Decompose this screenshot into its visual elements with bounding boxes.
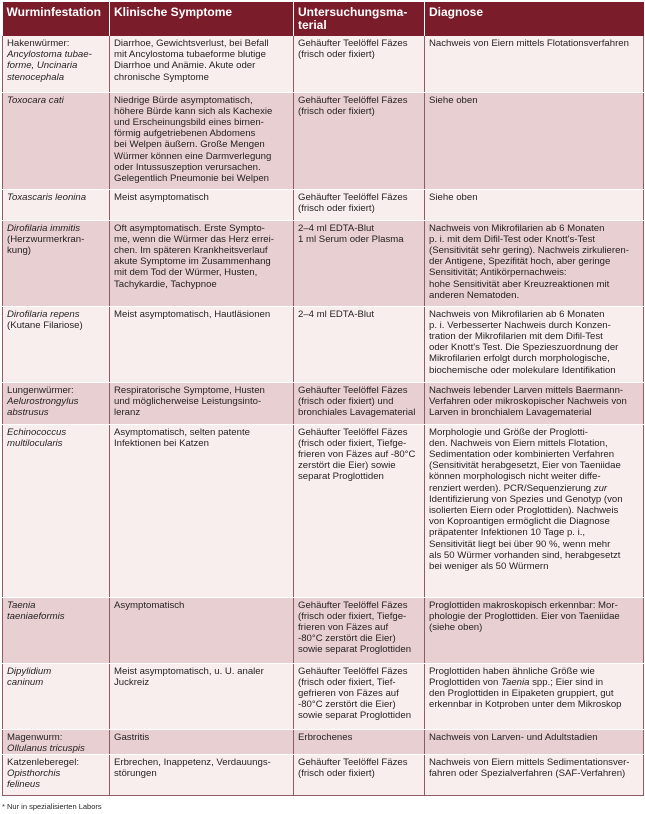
cell-text-line: Nachweis lebender Larven mittels Baermann- bbox=[429, 384, 624, 396]
worm-infestation-table bbox=[2, 2, 644, 796]
cell-text-line: bei Welpen äußern. Große Mengen bbox=[114, 139, 265, 151]
header-symptoms bbox=[110, 2, 294, 36]
cell-diagnosis bbox=[425, 382, 644, 424]
cell-infestation bbox=[3, 382, 110, 424]
header-text-line: Diagnose bbox=[429, 5, 484, 19]
cell-diagnosis bbox=[425, 754, 644, 795]
cell-text-line: biochemische oder molekulare Identifikation bbox=[429, 364, 616, 376]
cell-material bbox=[294, 306, 425, 382]
table-row bbox=[3, 220, 644, 306]
table-row bbox=[3, 36, 644, 92]
cell-text-line: mit dem Tod der Würmer, Husten, bbox=[114, 267, 258, 279]
cell-text-line: als 50 Würmer vorhanden sind, herabgesetzt bbox=[429, 549, 621, 561]
cell-text-line: Nachweis von Larven- und Adultstadien bbox=[429, 731, 598, 743]
cell-material bbox=[294, 189, 425, 220]
cell-text-line: renziert werden). PCR/Sequenzierung zur bbox=[429, 482, 608, 494]
cell-text-line: Lungenwürmer: bbox=[7, 384, 74, 396]
cell-text-line: Taenia bbox=[7, 599, 36, 611]
cell-text-line: Hakenwürmer: bbox=[7, 38, 70, 49]
cell-text-line: den Proglottiden in Eipaketen gruppiert, gut bbox=[429, 687, 614, 699]
cell-text-line: -80°C zerstört die Eier) bbox=[298, 699, 396, 711]
cell-text-line: störungen bbox=[114, 768, 157, 780]
cell-diagnosis bbox=[425, 729, 644, 754]
cell-text-line: stenocephala bbox=[7, 71, 65, 83]
cell-text-line: frieren von Fäzes auf -80°C bbox=[298, 448, 416, 460]
cell-text-line: Echinococcus bbox=[7, 426, 67, 438]
cell-text-line: Proglottiden haben ähnliche Größe wie bbox=[429, 665, 595, 677]
cell-text-line: zerstört die Eier) sowie bbox=[298, 460, 396, 472]
cell-text-line: frieren von Fäzes auf bbox=[298, 621, 389, 633]
cell-infestation bbox=[3, 424, 110, 597]
cell-text-line: Toxascaris leonina bbox=[7, 191, 87, 203]
table-row bbox=[3, 424, 644, 597]
cell-text-line: Nachweis von Mikrofilarien ab 6 Monaten bbox=[429, 308, 605, 320]
cell-text-line: (frisch oder fixiert) bbox=[298, 105, 375, 117]
cell-infestation bbox=[3, 754, 110, 795]
cell-infestation bbox=[3, 36, 110, 92]
cell-text-line: (frisch oder fixiert, Tiefge- bbox=[298, 610, 407, 622]
cell-text-line: Gehäufter Teelöffel Fäzes bbox=[298, 38, 408, 49]
cell-text-line: taeniaeformis bbox=[7, 610, 65, 622]
cell-text-line: förmig aufgetriebenen Abdomens bbox=[114, 128, 256, 140]
cell-text-line: multilocularis bbox=[7, 437, 63, 449]
header-infestation bbox=[3, 2, 110, 36]
italic-species-name: zur bbox=[591, 482, 608, 494]
cell-text-line: Infektionen bei Katzen bbox=[114, 437, 209, 449]
header-text-line: terial bbox=[298, 18, 327, 32]
cell-text-line: Erbrechen, Inappetenz, Verdauungs- bbox=[114, 756, 271, 768]
cell-diagnosis bbox=[425, 424, 644, 597]
cell-diagnosis bbox=[425, 36, 644, 92]
cell-symptoms bbox=[110, 424, 294, 597]
cell-text-line: präpatenter Infektionen 10 Tage p. i., bbox=[429, 527, 586, 539]
cell-infestation bbox=[3, 220, 110, 306]
cell-text-line: Meist asymptomatisch, Hautläsionen bbox=[114, 308, 271, 320]
cell-symptoms bbox=[110, 663, 294, 729]
cell-text-line: 2–4 ml EDTA-Blut bbox=[298, 308, 375, 320]
cell-text-line: Asymptomatisch bbox=[114, 599, 185, 611]
cell-text-line: akute Symptome im Zusammenhang bbox=[114, 256, 271, 268]
cell-text-line: Dirofilaria repens bbox=[7, 308, 80, 320]
cell-text-line: Gehäufter Teelöffel Fäzes bbox=[298, 384, 408, 396]
cell-text-line: und Erscheinungsbild eines birnen- bbox=[114, 116, 264, 128]
cell-text-line: und möglicherweise Leistungsinto- bbox=[114, 395, 262, 407]
cell-text-line: Nachweis von Mikrofilarien ab 6 Monaten bbox=[429, 222, 605, 234]
table-row bbox=[3, 382, 644, 424]
cell-symptoms bbox=[110, 220, 294, 306]
cell-infestation bbox=[3, 597, 110, 663]
cell-diagnosis bbox=[425, 189, 644, 220]
footnote: * Nur in spezialisierten Labors bbox=[2, 802, 102, 811]
cell-text-line: Diarrhoe und Anämie. Akute oder bbox=[114, 60, 256, 72]
table-row bbox=[3, 92, 644, 189]
cell-text-line: (Sensitivität sehr gering). Nachweis zirkulieren- bbox=[429, 244, 629, 256]
cell-text-line: Juckreiz bbox=[114, 676, 150, 688]
cell-symptoms bbox=[110, 92, 294, 189]
cell-diagnosis bbox=[425, 663, 644, 729]
cell-text-line: Erbrochenes bbox=[298, 731, 353, 743]
cell-symptoms bbox=[110, 36, 294, 92]
cell-text-line: Identifizierung von Spezies und Genotyp (von bbox=[429, 493, 623, 505]
cell-text-line: chen. Im späteren Krankheitsverlauf bbox=[114, 244, 268, 256]
cell-diagnosis bbox=[425, 220, 644, 306]
cell-material bbox=[294, 382, 425, 424]
cell-text-line: Dirofilaria immitis bbox=[7, 222, 81, 234]
cell-text-line: 2–4 ml EDTA-Blut bbox=[298, 222, 375, 234]
cell-text-line: Gehäufter Teelöffel Fäzes bbox=[298, 426, 408, 438]
cell-symptoms bbox=[110, 306, 294, 382]
cell-text-line: (frisch oder fixiert) bbox=[298, 768, 375, 780]
cell-text-line: oder Knott's Test. Die Spezieszuordnung der bbox=[429, 342, 619, 354]
cell-text-line: Dipylidium bbox=[7, 665, 52, 677]
cell-text-line: erkennbar in Kotproben unter dem Mikroskop bbox=[429, 699, 622, 711]
cell-text-line: Verfahren oder mikroskopischer Nachweis von bbox=[429, 395, 627, 407]
cell-material bbox=[294, 597, 425, 663]
cell-text-line: Proglottiden von Taenia spp.; Eier sind in bbox=[429, 676, 604, 688]
cell-infestation bbox=[3, 729, 110, 754]
cell-text-line: Meist asymptomatisch, u. U. analer bbox=[114, 665, 264, 677]
cell-text-line: Oft asymptomatisch. Erste Sympto- bbox=[114, 222, 265, 234]
cell-text-line: Gastritis bbox=[114, 731, 150, 743]
cell-symptoms bbox=[110, 754, 294, 795]
header-text-line: Wurminfestation bbox=[6, 5, 101, 19]
cell-text-line: Opisthorchis bbox=[7, 768, 61, 780]
table-row bbox=[3, 189, 644, 220]
cell-text-line: Siehe oben bbox=[429, 94, 478, 106]
cell-text-line: (frisch oder fixiert) und bbox=[298, 395, 394, 407]
cell-text-line: Sensitivität liegt bei über 90 %, wenn mehr bbox=[429, 538, 611, 550]
table-row bbox=[3, 663, 644, 729]
cell-text-line: Gehäufter Teelöffel Fäzes bbox=[298, 94, 408, 106]
cell-text-line: bei weniger als 50 Würmern bbox=[429, 560, 549, 572]
cell-text-line: oder Intussuszeption verursachen. bbox=[114, 161, 261, 173]
cell-material bbox=[294, 729, 425, 754]
cell-text-line: Gehäufter Teelöffel Fäzes bbox=[298, 756, 408, 768]
cell-material bbox=[294, 220, 425, 306]
cell-text-line: Larven in bronchialem Lavagematerial bbox=[429, 406, 592, 418]
cell-text-line: me, wenn die Würmer das Herz errei- bbox=[114, 233, 274, 245]
cell-text-line: (Sensitivität herabgesetzt, Eier von Taeniidae bbox=[429, 460, 621, 472]
cell-text-line: Nachweis von Eiern mittels Flotationsverfahren bbox=[429, 38, 629, 49]
header-material bbox=[294, 2, 425, 36]
cell-text-line: -80°C zerstört die Eier) bbox=[298, 633, 396, 645]
cell-diagnosis bbox=[425, 92, 644, 189]
cell-infestation bbox=[3, 306, 110, 382]
cell-text-line: anderen Nematoden. bbox=[429, 289, 520, 301]
cell-text-line: separat Proglottiden bbox=[298, 471, 384, 483]
cell-text-line: Meist asymptomatisch bbox=[114, 191, 209, 203]
cell-text-line: (frisch oder fixiert, Tiefge- bbox=[298, 437, 407, 449]
cell-text-line: forme, Uncinaria bbox=[7, 60, 78, 72]
cell-material bbox=[294, 663, 425, 729]
cell-text-line: kung) bbox=[7, 244, 31, 256]
cell-text-line: Sedimentation oder kombinierten Verfahren bbox=[429, 448, 615, 460]
cell-text-line: Ancylostoma tubae- bbox=[7, 49, 92, 61]
cell-text-line: (Herzwurmerkran- bbox=[7, 233, 85, 245]
header-diagnosis bbox=[425, 2, 644, 36]
cell-text-line: felineus bbox=[7, 779, 41, 791]
cell-infestation bbox=[3, 92, 110, 189]
cell-text-line: gefrieren von Fäzes auf bbox=[298, 687, 399, 699]
table-body bbox=[3, 36, 644, 795]
cell-text-line: Nachweis von Eiern mittels Sedimentationsver- bbox=[429, 756, 630, 768]
cell-text-line: 1 ml Serum oder Plasma bbox=[298, 233, 404, 245]
cell-text-line: der Antigene, Spezifität hoch, aber geringe bbox=[429, 256, 611, 268]
cell-material bbox=[294, 36, 425, 92]
cell-text-line: Siehe oben bbox=[429, 191, 478, 203]
cell-text-line: mit Ancylostoma tubaeforme blutige bbox=[114, 49, 266, 61]
cell-text-line: können morphologisch nicht weiter diffe- bbox=[429, 471, 601, 483]
cell-material bbox=[294, 92, 425, 189]
cell-symptoms bbox=[110, 189, 294, 220]
cell-symptoms bbox=[110, 597, 294, 663]
cell-text-line: Asymptomatisch, selten patente bbox=[114, 426, 250, 438]
cell-text-line: (siehe oben) bbox=[429, 621, 483, 633]
cell-text-line: isolierten Eiern oder Proglottiden). Nachweis bbox=[429, 504, 619, 516]
cell-diagnosis bbox=[425, 306, 644, 382]
table-row bbox=[3, 597, 644, 663]
cell-text-line: Magenwurm: bbox=[7, 731, 63, 743]
cell-material bbox=[294, 424, 425, 597]
cell-text-line: chronische Symptome bbox=[114, 71, 209, 83]
cell-text-line: sowie separat Proglottiden bbox=[298, 644, 412, 656]
cell-text-line: p. i. Verbesserter Nachweis durch Konzen- bbox=[429, 319, 611, 331]
cell-text-line: sowie separat Proglottiden bbox=[298, 710, 412, 722]
cell-text-line: Morphologie und Größe der Proglotti- bbox=[429, 426, 588, 438]
cell-text-line: caninum bbox=[7, 676, 44, 688]
cell-text-line: bronchiales Lavagematerial bbox=[298, 406, 416, 418]
cell-text-line: tration der Mikrofilarien mit dem Difil-Test bbox=[429, 330, 603, 342]
cell-text-line: Sensitivität; Antikörpernachweis: bbox=[429, 267, 567, 279]
header-text-line: Klinische Symptome bbox=[114, 5, 233, 19]
cell-text-line: Katzenleberegel: bbox=[7, 756, 80, 768]
cell-text-line: Diarrhoe, Gewichtsverlust, bei Befall bbox=[114, 38, 269, 49]
cell-text-line: Mikrofilarien erfolgt durch morphologische, bbox=[429, 353, 610, 365]
cell-infestation bbox=[3, 663, 110, 729]
cell-text-line: den. Nachweis von Eiern mittels Flotation, bbox=[429, 437, 608, 449]
cell-text-line: phologie der Proglottiden. Eier von Taeniidae bbox=[429, 610, 620, 622]
cell-symptoms bbox=[110, 382, 294, 424]
cell-text-line: fahren oder Spezialverfahren (SAF-Verfahren) bbox=[429, 768, 626, 780]
cell-symptoms bbox=[110, 729, 294, 754]
cell-text-line: Niedrige Bürde asymptomatisch, bbox=[114, 94, 253, 106]
italic-species-name: Taenia bbox=[501, 676, 530, 688]
cell-text-line: (frisch oder fixiert) bbox=[298, 202, 375, 214]
cell-text-line: Toxocara cati bbox=[7, 94, 64, 106]
cell-text-line: Gehäufter Teelöffel Fäzes bbox=[298, 665, 408, 677]
cell-infestation bbox=[3, 189, 110, 220]
cell-text-line: (Kutane Filariose) bbox=[7, 319, 83, 331]
cell-text-line: Würmer können eine Darmverlegung bbox=[114, 150, 272, 162]
table-row bbox=[3, 729, 644, 754]
cell-text-line: (frisch oder fixiert, Tief- bbox=[298, 676, 396, 688]
cell-text-line: (frisch oder fixiert) bbox=[298, 49, 375, 61]
table-row bbox=[3, 306, 644, 382]
cell-text-line: Proglottiden makroskopisch erkennbar: Mor- bbox=[429, 599, 618, 611]
cell-text-line: Tachykardie, Tachypnoe bbox=[114, 278, 217, 290]
cell-text-line: Respiratorische Symptome, Husten bbox=[114, 384, 265, 396]
table-row bbox=[3, 754, 644, 795]
cell-text-line: Aelurostrongylus bbox=[7, 395, 79, 407]
cell-material bbox=[294, 754, 425, 795]
cell-text-line: Gehäufter Teelöffel Fäzes bbox=[298, 191, 408, 203]
cell-text-line: leranz bbox=[114, 406, 141, 418]
cell-text-line: Ollulanus tricuspis bbox=[7, 742, 85, 754]
cell-text-line: abstrusus bbox=[7, 406, 49, 418]
cell-text-line: von Koproantigen ermöglicht die Diagnose bbox=[429, 516, 610, 528]
cell-text-line: Gehäufter Teelöffel Fäzes bbox=[298, 599, 408, 611]
cell-text-line: hohe Sensitivität aber Kreuzreaktionen mit bbox=[429, 278, 610, 290]
cell-text-line: p. i. mit dem Difil-Test oder Knott's-Test bbox=[429, 233, 596, 245]
table-header-row bbox=[3, 2, 644, 36]
cell-text-line: höhere Bürde kann sich als Kachexie bbox=[114, 105, 273, 117]
cell-text-line: Gelegentlich Pneumonie bei Welpen bbox=[114, 172, 270, 184]
cell-diagnosis bbox=[425, 597, 644, 663]
header-text-line: Untersuchungsma- bbox=[298, 5, 408, 19]
